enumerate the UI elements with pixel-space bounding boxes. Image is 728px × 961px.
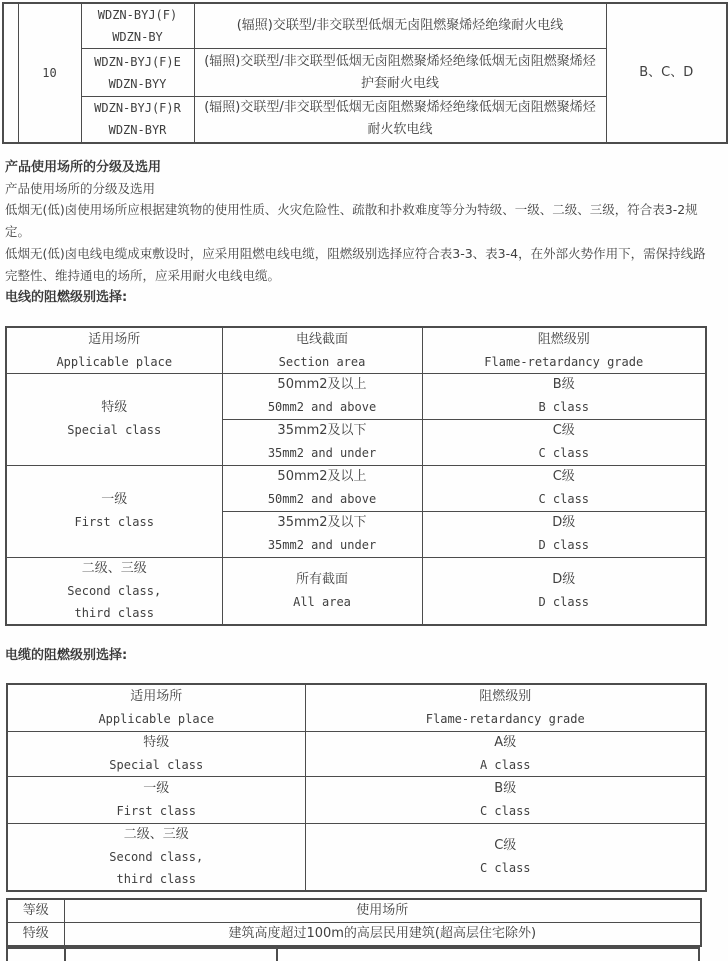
table-row [6,557,706,625]
section-cell: 50mm2及以上 50mm2 and above [222,373,422,419]
table-row [7,776,706,823]
cable-table-heading: 电缆的阻燃级别选择: [5,648,128,664]
header-section-area: 电线截面 Section area [222,327,422,373]
section-heading: 产品使用场所的分级及选用 [5,159,162,175]
section-cell: 35mm2及以下 35mm2 and under [222,419,422,465]
table-row [7,923,701,947]
usage-grade-table [6,898,702,947]
column-divider [64,949,66,961]
code-cell [81,3,194,49]
section-cell: 50mm2及以上 50mm2 and above [222,465,422,511]
place-cell: 一级 First class [6,465,222,557]
grade-cell: D级 D class [422,557,706,625]
code-line: WDZN-BYJ(F)R [94,101,181,116]
truncated-table-row [6,947,700,961]
header-row [7,684,706,731]
grade-level-cell: 等级 [7,899,64,923]
grade-cell: C级 C class [305,823,706,891]
classification-section [5,158,709,287]
place-cell: 一级 First class [7,776,305,823]
header-applicable-place: 适用场所 Applicable place [6,327,222,373]
paragraph: 产品使用场所的分级及选用 [5,180,156,196]
usage-place-cell: 建筑高度超过100m的高层民用建筑(超高层住宅除外) [64,923,701,947]
place-cell: 二级、三级 Second class, third class [6,557,222,625]
header-row [7,899,701,923]
code-line: WDZN-BYJ(F)E [94,54,181,69]
description-cell: (辐照)交联型/非交联型低烟无卤阻燃聚烯烃绝缘低烟无卤阻燃聚烯烃耐火软电线 [194,97,606,143]
table-row [6,465,706,511]
section-cell: 35mm2及以下 35mm2 and under [222,511,422,557]
table-row [6,373,706,419]
table-row [7,823,706,891]
cutoff-cell [3,3,18,143]
product-table [2,2,728,144]
place-cell: 特级 Special class [6,373,222,465]
description-cell: (辐照)交联型/非交联型低烟无卤阻燃聚烯烃绝缘耐火电线 [194,3,606,49]
code-line: WDZN-BYY [108,76,167,91]
grade-cell: B、C、D [606,3,727,143]
code-cell [81,49,194,97]
grade-cell: A级 A class [305,731,706,776]
grade-cell: C级 C class [422,465,706,511]
header-applicable-place: 适用场所 Applicable place [7,684,305,731]
wire-table-heading: 电线的阻燃级别选择: [5,290,128,306]
seq-cell: 10 [18,3,81,143]
document-page [0,2,713,942]
code-line: WDZN-BYJ(F) [97,8,178,22]
section-cell: 所有截面 All area [222,557,422,625]
grade-cell: D级 D class [422,511,706,557]
paragraph: 低烟无(低)卤使用场所应根据建筑物的使用性质、火灾危险性、疏散和扑救难度等分为特级、一级、二级、三级，符合表3-2规定。 [5,202,698,240]
header-row [6,327,706,373]
grade-cell: B级 B class [422,373,706,419]
column-divider [276,949,278,961]
grade-cell: B级 C class [305,776,706,823]
grade-level-cell: 特级 [7,923,64,947]
table-row [7,731,706,776]
place-cell: 特级 Special class [7,731,305,776]
cable-flame-retardancy-table [6,683,707,892]
wire-flame-retardancy-table [5,326,707,626]
header-flame-grade: 阻燃级别 Flame-retardancy grade [305,684,706,731]
header-flame-grade: 阻燃级别 Flame-retardancy grade [422,327,706,373]
code-line: WDZN-BY [112,30,163,44]
place-cell: 二级、三级 Second class, third class [7,823,305,891]
code-cell [81,97,194,143]
paragraph: 低烟无(低)卤电线电缆成束敷设时，应采用阻燃电线电缆，阻燃级别选择应符合表3-3、表3-4，在外部火势作用下，需保持线路完整性、维持通电的场所，应采用耐火电线电缆。 [5,245,706,283]
usage-place-cell: 使用场所 [64,899,701,923]
grade-cell: C级 C class [422,419,706,465]
description-cell: (辐照)交联型/非交联型低烟无卤阻燃聚烯烃绝缘低烟无卤阻燃聚烯烃护套耐火电线 [194,49,606,97]
code-line: WDZN-BYR [108,123,167,138]
product-table-wrap [2,2,713,144]
